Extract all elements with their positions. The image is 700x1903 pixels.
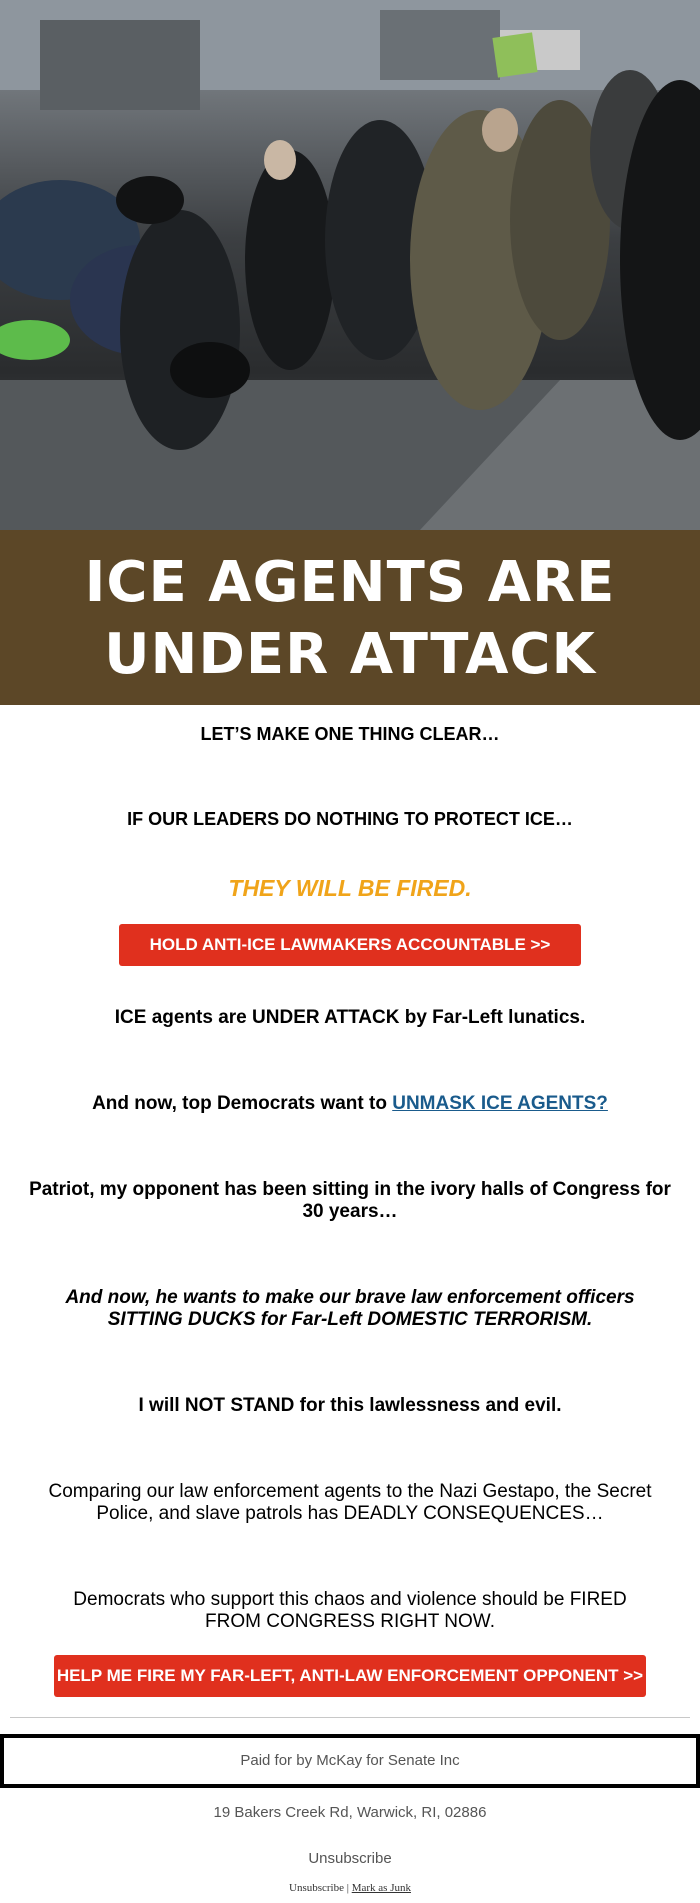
sitting-ducks-text: And now, he wants to make our brave law enforcement officers SITTING DUCKS for Far-Left DOMESTIC TERRORISM. bbox=[65, 1287, 635, 1330]
hero-photo bbox=[0, 0, 700, 530]
under-attack-text: ICE agents are UNDER ATTACK by Far-Left lunatics. bbox=[114, 1007, 586, 1028]
unmask-paragraph bbox=[20, 1093, 680, 1115]
not-stand-text: I will NOT STAND for this lawlessness and evil. bbox=[138, 1395, 562, 1416]
unsubscribe-link[interactable]: Unsubscribe bbox=[308, 1850, 392, 1867]
address-text: 19 Bakers Creek Rd, Warwick, RI, 02886 bbox=[213, 1804, 487, 1821]
fire-opponent-button[interactable]: HELP ME FIRE MY FAR-LEFT, ANTI-LAW ENFORCEMENT OPPONENT >> bbox=[54, 1655, 646, 1697]
paid-for-text: Paid for by McKay for Senate Inc bbox=[240, 1752, 460, 1769]
leaders-text: IF OUR LEADERS DO NOTHING TO PROTECT ICE… bbox=[127, 809, 573, 829]
mark-as-junk-link[interactable]: Mark as Junk bbox=[351, 1882, 411, 1894]
footer-separator: | bbox=[346, 1882, 349, 1894]
hold-lawmakers-accountable-button[interactable]: HOLD ANTI-ICE LAWMAKERS ACCOUNTABLE >> bbox=[119, 924, 581, 966]
protest-photo-illustration bbox=[0, 0, 700, 530]
fired-warning: THEY WILL BE FIRED. bbox=[228, 875, 472, 901]
unmask-ice-agents-link[interactable]: UNMASK ICE AGENTS? bbox=[392, 1093, 608, 1114]
divider bbox=[10, 1717, 690, 1718]
opponent-text: Patriot, my opponent has been sitting in the ivory halls of Congress for 30 years… bbox=[29, 1179, 671, 1222]
headline-banner bbox=[0, 530, 700, 705]
footer-links bbox=[0, 1882, 700, 1894]
intro-text: LET’S MAKE ONE THING CLEAR… bbox=[200, 724, 500, 744]
paid-for-box bbox=[0, 1734, 700, 1788]
fired-from-congress-text: Democrats who support this chaos and violence should be FIRED FROM CONGRESS RIGHT NOW. bbox=[73, 1589, 627, 1632]
gestapo-text: Comparing our law enforcement agents to the Nazi Gestapo, the Secret Police, and slave patrols has DEADLY CONSEQUENCES… bbox=[48, 1481, 652, 1524]
headline-line-2: UNDER ATTACK bbox=[104, 622, 596, 687]
headline-line-1: ICE AGENTS ARE bbox=[84, 550, 616, 615]
unsubscribe-small-link[interactable]: Unsubscribe bbox=[289, 1882, 344, 1894]
unmask-prefix: And now, top Democrats want to bbox=[92, 1093, 393, 1114]
